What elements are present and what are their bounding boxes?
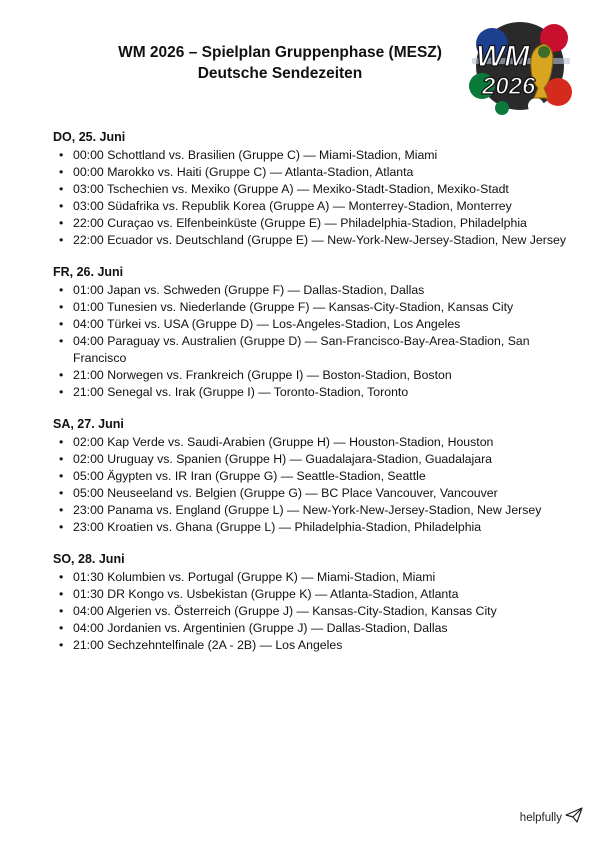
match-item: • 01:30 DR Kongo vs. Usbekistan (Gruppe K) — Atlanta-Stadion, Atlanta xyxy=(53,586,573,603)
match-list xyxy=(53,282,573,401)
match-list xyxy=(53,569,573,654)
match-item: • 01:30 Kolumbien vs. Portugal (Gruppe K) — Miami-Stadion, Miami xyxy=(53,569,573,586)
day-section xyxy=(53,551,573,654)
day-title: SO, 28. Juni xyxy=(53,552,125,566)
logo-text-wm: WM xyxy=(476,40,530,73)
match-item: • 22:00 Curaçao vs. Elfenbeinküste (Gruppe E) — Philadelphia-Stadion, Philadelphia xyxy=(53,215,573,232)
match-item: • 04:00 Algerien vs. Österreich (Gruppe J) — Kansas-City-Stadion, Kansas City xyxy=(53,603,573,620)
match-item: • 21:00 Senegal vs. Irak (Gruppe I) — Toronto-Stadion, Toronto xyxy=(53,384,573,401)
match-item: • 21:00 Norwegen vs. Frankreich (Gruppe I) — Boston-Stadion, Boston xyxy=(53,367,573,384)
match-item: • 23:00 Panama vs. England (Gruppe L) — New-York-New-Jersey-Stadion, New Jersey xyxy=(53,502,573,519)
match-item: • 00:00 Schottland vs. Brasilien (Gruppe C) — Miami-Stadion, Miami xyxy=(53,147,573,164)
title-line-1: WM 2026 – Spielplan Gruppenphase (MESZ) xyxy=(118,44,442,61)
match-item: • 05:00 Ägypten vs. IR Iran (Gruppe G) — Seattle-Stadion, Seattle xyxy=(53,468,573,485)
day-title: DO, 25. Juni xyxy=(53,130,126,144)
title-line-2: Deutsche Sendezeiten xyxy=(197,65,363,82)
world-cup-logo xyxy=(462,14,580,118)
day-title: SA, 27. Juni xyxy=(53,417,124,431)
schedule xyxy=(53,129,573,669)
page-title xyxy=(60,42,500,84)
match-item: • 03:00 Südafrika vs. Republik Korea (Gruppe A) — Monterrey-Stadion, Monterrey xyxy=(53,198,573,215)
match-item: • 01:00 Tunesien vs. Niederlande (Gruppe F) — Kansas-City-Stadion, Kansas City xyxy=(53,299,573,316)
paper-plane-icon xyxy=(564,806,584,824)
match-list xyxy=(53,434,573,536)
match-item: • 23:00 Kroatien vs. Ghana (Gruppe L) — Philadelphia-Stadion, Philadelphia xyxy=(53,519,573,536)
match-item: • 02:00 Uruguay vs. Spanien (Gruppe H) — Guadalajara-Stadion, Guadalajara xyxy=(53,451,573,468)
match-item: • 04:00 Paraguay vs. Australien (Gruppe D) — San-Francisco-Bay-Area-Stadion, San Francisco xyxy=(53,333,573,367)
brand-name: helpfully xyxy=(519,812,562,824)
match-item: • 01:00 Japan vs. Schweden (Gruppe F) — Dallas-Stadion, Dallas xyxy=(53,282,573,299)
match-item: • 02:00 Kap Verde vs. Saudi-Arabien (Gruppe H) — Houston-Stadion, Houston xyxy=(53,434,573,451)
match-item: • 04:00 Türkei vs. USA (Gruppe D) — Los-Angeles-Stadion, Los Angeles xyxy=(53,316,573,333)
logo-text-year: 2026 xyxy=(482,73,536,100)
match-list xyxy=(53,147,573,249)
day-title: FR, 26. Juni xyxy=(53,265,124,279)
match-item: • 21:00 Sechzehntelfinale (2A - 2B) — Los Angeles xyxy=(53,637,573,654)
footer-brand xyxy=(520,806,584,824)
day-section xyxy=(53,264,573,401)
match-item: • 22:00 Ecuador vs. Deutschland (Gruppe E) — New-York-New-Jersey-Stadion, New Jersey xyxy=(53,232,573,249)
match-item: • 05:00 Neuseeland vs. Belgien (Gruppe G) — BC Place Vancouver, Vancouver xyxy=(53,485,573,502)
match-item: • 00:00 Marokko vs. Haiti (Gruppe C) — Atlanta-Stadion, Atlanta xyxy=(53,164,573,181)
match-item: • 03:00 Tschechien vs. Mexiko (Gruppe A) — Mexiko-Stadt-Stadion, Mexiko-Stadt xyxy=(53,181,573,198)
day-section xyxy=(53,129,573,249)
day-section xyxy=(53,416,573,536)
match-item: • 04:00 Jordanien vs. Argentinien (Gruppe J) — Dallas-Stadion, Dallas xyxy=(53,620,573,637)
